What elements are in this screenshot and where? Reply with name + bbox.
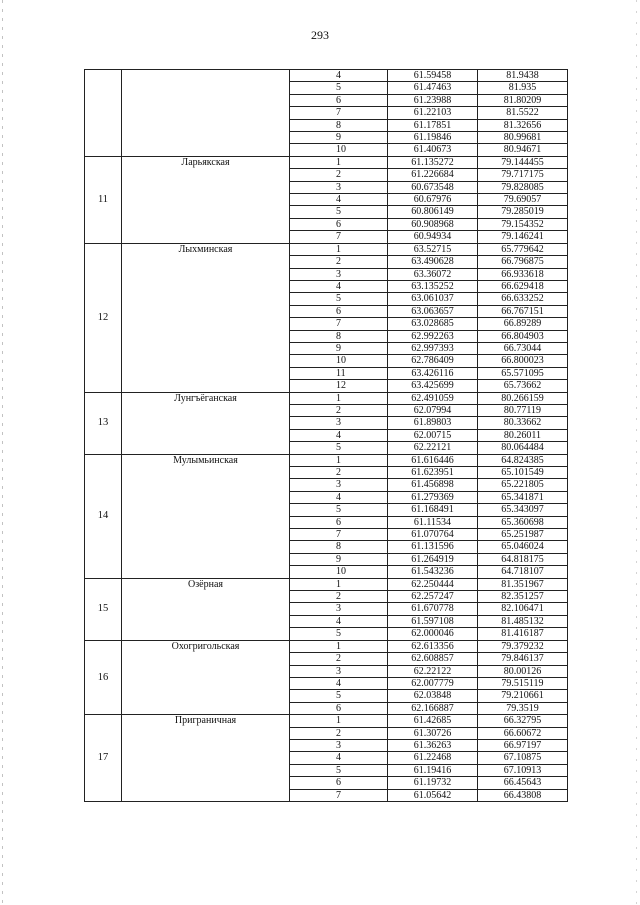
point-number-cell: 5: [290, 442, 388, 454]
table-row: [85, 392, 568, 404]
longitude-cell: 66.43808: [478, 789, 568, 801]
longitude-cell: 81.351967: [478, 578, 568, 590]
longitude-cell: 79.144455: [478, 156, 568, 168]
longitude-cell: 64.818175: [478, 553, 568, 565]
point-number-cell: 12: [290, 380, 388, 392]
latitude-cell: 61.11534: [388, 516, 478, 528]
latitude-cell: 61.42685: [388, 715, 478, 727]
longitude-cell: 80.94671: [478, 144, 568, 156]
longitude-cell: 65.101549: [478, 467, 568, 479]
table-row: [85, 243, 568, 255]
point-number-cell: 3: [290, 181, 388, 193]
longitude-cell: 80.33662: [478, 417, 568, 429]
latitude-cell: 62.786409: [388, 355, 478, 367]
longitude-cell: 79.846137: [478, 653, 568, 665]
latitude-cell: 61.456898: [388, 479, 478, 491]
latitude-cell: 61.17851: [388, 119, 478, 131]
longitude-cell: 79.210661: [478, 690, 568, 702]
latitude-cell: 61.226684: [388, 169, 478, 181]
group-number-cell: 14: [85, 454, 122, 578]
latitude-cell: 63.135252: [388, 280, 478, 292]
point-number-cell: 6: [290, 702, 388, 714]
longitude-cell: 79.717175: [478, 169, 568, 181]
page-number: 293: [311, 28, 329, 42]
point-number-cell: 6: [290, 94, 388, 106]
point-number-cell: 3: [290, 417, 388, 429]
latitude-cell: 61.616446: [388, 454, 478, 466]
group-number-cell: 13: [85, 392, 122, 454]
point-number-cell: 8: [290, 330, 388, 342]
group-number-cell: 15: [85, 578, 122, 640]
latitude-cell: 61.131596: [388, 541, 478, 553]
latitude-cell: 62.007779: [388, 677, 478, 689]
point-number-cell: 8: [290, 541, 388, 553]
longitude-cell: 65.221805: [478, 479, 568, 491]
point-number-cell: 11: [290, 367, 388, 379]
longitude-cell: 66.60672: [478, 727, 568, 739]
latitude-cell: 62.000046: [388, 628, 478, 640]
point-number-cell: 10: [290, 144, 388, 156]
longitude-cell: 80.77119: [478, 404, 568, 416]
latitude-cell: 60.806149: [388, 206, 478, 218]
point-number-cell: 4: [290, 194, 388, 206]
latitude-cell: 63.061037: [388, 293, 478, 305]
latitude-cell: 61.168491: [388, 504, 478, 516]
latitude-cell: 61.070764: [388, 529, 478, 541]
longitude-cell: 80.064484: [478, 442, 568, 454]
longitude-cell: 82.106471: [478, 603, 568, 615]
point-number-cell: 3: [290, 603, 388, 615]
point-number-cell: 9: [290, 553, 388, 565]
longitude-cell: 79.69057: [478, 194, 568, 206]
latitude-cell: 62.491059: [388, 392, 478, 404]
point-number-cell: 5: [290, 628, 388, 640]
longitude-cell: 66.89289: [478, 318, 568, 330]
point-number-cell: 4: [290, 70, 388, 82]
area-name-cell: Ларьякская: [122, 156, 290, 243]
scan-edge-right: [636, 0, 637, 905]
longitude-cell: 66.767151: [478, 305, 568, 317]
point-number-cell: 3: [290, 479, 388, 491]
latitude-cell: 62.03848: [388, 690, 478, 702]
table-row: [85, 640, 568, 652]
point-number-cell: 1: [290, 640, 388, 652]
latitude-cell: 63.028685: [388, 318, 478, 330]
point-number-cell: 2: [290, 591, 388, 603]
area-name-cell: Приграничная: [122, 715, 290, 802]
longitude-cell: 66.633252: [478, 293, 568, 305]
area-name-cell: Лыхминская: [122, 243, 290, 392]
point-number-cell: 3: [290, 665, 388, 677]
longitude-cell: 65.343097: [478, 504, 568, 516]
point-number-cell: 5: [290, 293, 388, 305]
longitude-cell: 65.251987: [478, 529, 568, 541]
longitude-cell: 80.99681: [478, 132, 568, 144]
latitude-cell: 62.613356: [388, 640, 478, 652]
point-number-cell: 4: [290, 491, 388, 503]
latitude-cell: 61.36263: [388, 739, 478, 751]
point-number-cell: 7: [290, 789, 388, 801]
point-number-cell: 4: [290, 429, 388, 441]
longitude-cell: 80.26011: [478, 429, 568, 441]
latitude-cell: 60.908968: [388, 218, 478, 230]
longitude-cell: 81.80209: [478, 94, 568, 106]
latitude-cell: 60.67976: [388, 194, 478, 206]
area-name-cell: Мулымьинская: [122, 454, 290, 578]
point-number-cell: 2: [290, 169, 388, 181]
group-number-cell: 12: [85, 243, 122, 392]
point-number-cell: 7: [290, 231, 388, 243]
longitude-cell: 66.97197: [478, 739, 568, 751]
point-number-cell: 2: [290, 256, 388, 268]
area-name-cell: Лунгъёганская: [122, 392, 290, 454]
point-number-cell: 4: [290, 752, 388, 764]
longitude-cell: 81.5522: [478, 107, 568, 119]
group-number-cell: 11: [85, 156, 122, 243]
latitude-cell: 62.257247: [388, 591, 478, 603]
longitude-cell: 79.828085: [478, 181, 568, 193]
latitude-cell: 61.89803: [388, 417, 478, 429]
latitude-cell: 61.135272: [388, 156, 478, 168]
latitude-cell: 61.22103: [388, 107, 478, 119]
longitude-cell: 79.3519: [478, 702, 568, 714]
point-number-cell: 10: [290, 355, 388, 367]
longitude-cell: 66.933618: [478, 268, 568, 280]
longitude-cell: 65.360698: [478, 516, 568, 528]
point-number-cell: 5: [290, 690, 388, 702]
longitude-cell: 79.154352: [478, 218, 568, 230]
point-number-cell: 4: [290, 677, 388, 689]
latitude-cell: 62.250444: [388, 578, 478, 590]
latitude-cell: 62.22122: [388, 665, 478, 677]
longitude-cell: 81.485132: [478, 615, 568, 627]
point-number-cell: 6: [290, 218, 388, 230]
longitude-cell: 66.800023: [478, 355, 568, 367]
point-number-cell: 1: [290, 392, 388, 404]
longitude-cell: 66.32795: [478, 715, 568, 727]
point-number-cell: 1: [290, 156, 388, 168]
longitude-cell: 65.571095: [478, 367, 568, 379]
latitude-cell: 61.597108: [388, 615, 478, 627]
longitude-cell: 79.146241: [478, 231, 568, 243]
longitude-cell: 65.779642: [478, 243, 568, 255]
point-number-cell: 1: [290, 715, 388, 727]
table-row: [85, 454, 568, 466]
table-row: [85, 578, 568, 590]
point-number-cell: 9: [290, 342, 388, 354]
latitude-cell: 61.623951: [388, 467, 478, 479]
longitude-cell: 66.796875: [478, 256, 568, 268]
longitude-cell: 79.515119: [478, 677, 568, 689]
point-number-cell: 2: [290, 467, 388, 479]
latitude-cell: 63.52715: [388, 243, 478, 255]
latitude-cell: 61.59458: [388, 70, 478, 82]
longitude-cell: 81.32656: [478, 119, 568, 131]
group-number-cell: 16: [85, 640, 122, 714]
point-number-cell: 7: [290, 318, 388, 330]
latitude-cell: 62.00715: [388, 429, 478, 441]
latitude-cell: 63.425699: [388, 380, 478, 392]
latitude-cell: 61.30726: [388, 727, 478, 739]
latitude-cell: 61.40673: [388, 144, 478, 156]
latitude-cell: 61.05642: [388, 789, 478, 801]
longitude-cell: 81.416187: [478, 628, 568, 640]
point-number-cell: 7: [290, 107, 388, 119]
longitude-cell: 66.629418: [478, 280, 568, 292]
point-number-cell: 4: [290, 280, 388, 292]
longitude-cell: 67.10913: [478, 764, 568, 776]
latitude-cell: 63.490628: [388, 256, 478, 268]
latitude-cell: 61.279369: [388, 491, 478, 503]
point-number-cell: 10: [290, 566, 388, 578]
point-number-cell: 6: [290, 516, 388, 528]
latitude-cell: 63.426116: [388, 367, 478, 379]
latitude-cell: 61.543236: [388, 566, 478, 578]
latitude-cell: 62.992263: [388, 330, 478, 342]
longitude-cell: 65.73662: [478, 380, 568, 392]
point-number-cell: 1: [290, 243, 388, 255]
latitude-cell: 62.608857: [388, 653, 478, 665]
table-row: [85, 70, 568, 82]
point-number-cell: 9: [290, 132, 388, 144]
latitude-cell: 61.19732: [388, 777, 478, 789]
table-row: [85, 715, 568, 727]
latitude-cell: 61.47463: [388, 82, 478, 94]
point-number-cell: 2: [290, 653, 388, 665]
point-number-cell: 5: [290, 764, 388, 776]
latitude-cell: 62.07994: [388, 404, 478, 416]
area-name-cell: Озёрная: [122, 578, 290, 640]
longitude-cell: 79.285019: [478, 206, 568, 218]
longitude-cell: 66.73044: [478, 342, 568, 354]
latitude-cell: 61.670778: [388, 603, 478, 615]
latitude-cell: 61.19846: [388, 132, 478, 144]
longitude-cell: 64.824385: [478, 454, 568, 466]
table-row: [85, 156, 568, 168]
longitude-cell: 65.341871: [478, 491, 568, 503]
latitude-cell: 61.22468: [388, 752, 478, 764]
point-number-cell: 1: [290, 578, 388, 590]
coordinates-table: [84, 69, 568, 802]
latitude-cell: 60.673548: [388, 181, 478, 193]
point-number-cell: 6: [290, 305, 388, 317]
latitude-cell: 62.166887: [388, 702, 478, 714]
point-number-cell: 3: [290, 268, 388, 280]
latitude-cell: 61.19416: [388, 764, 478, 776]
longitude-cell: 79.379232: [478, 640, 568, 652]
area-name-cell: Охогригольская: [122, 640, 290, 714]
latitude-cell: 62.22121: [388, 442, 478, 454]
longitude-cell: 81.935: [478, 82, 568, 94]
longitude-cell: 81.9438: [478, 70, 568, 82]
table-body: [85, 70, 568, 802]
point-number-cell: 6: [290, 777, 388, 789]
longitude-cell: 66.45643: [478, 777, 568, 789]
point-number-cell: 5: [290, 504, 388, 516]
point-number-cell: 2: [290, 727, 388, 739]
point-number-cell: 5: [290, 206, 388, 218]
longitude-cell: 82.351257: [478, 591, 568, 603]
point-number-cell: 7: [290, 529, 388, 541]
point-number-cell: 1: [290, 454, 388, 466]
longitude-cell: 80.266159: [478, 392, 568, 404]
group-number-cell: 17: [85, 715, 122, 802]
latitude-cell: 61.264919: [388, 553, 478, 565]
scan-edge-left: [2, 0, 3, 905]
point-number-cell: 3: [290, 739, 388, 751]
longitude-cell: 80.00126: [478, 665, 568, 677]
latitude-cell: 62.997393: [388, 342, 478, 354]
longitude-cell: 64.718107: [478, 566, 568, 578]
point-number-cell: 8: [290, 119, 388, 131]
longitude-cell: 67.10875: [478, 752, 568, 764]
latitude-cell: 63.063657: [388, 305, 478, 317]
longitude-cell: 66.804903: [478, 330, 568, 342]
latitude-cell: 61.23988: [388, 94, 478, 106]
point-number-cell: 5: [290, 82, 388, 94]
point-number-cell: 2: [290, 404, 388, 416]
group-number-cell: [85, 70, 122, 157]
point-number-cell: 4: [290, 615, 388, 627]
latitude-cell: 63.36072: [388, 268, 478, 280]
longitude-cell: 65.046024: [478, 541, 568, 553]
latitude-cell: 60.94934: [388, 231, 478, 243]
area-name-cell: [122, 70, 290, 157]
